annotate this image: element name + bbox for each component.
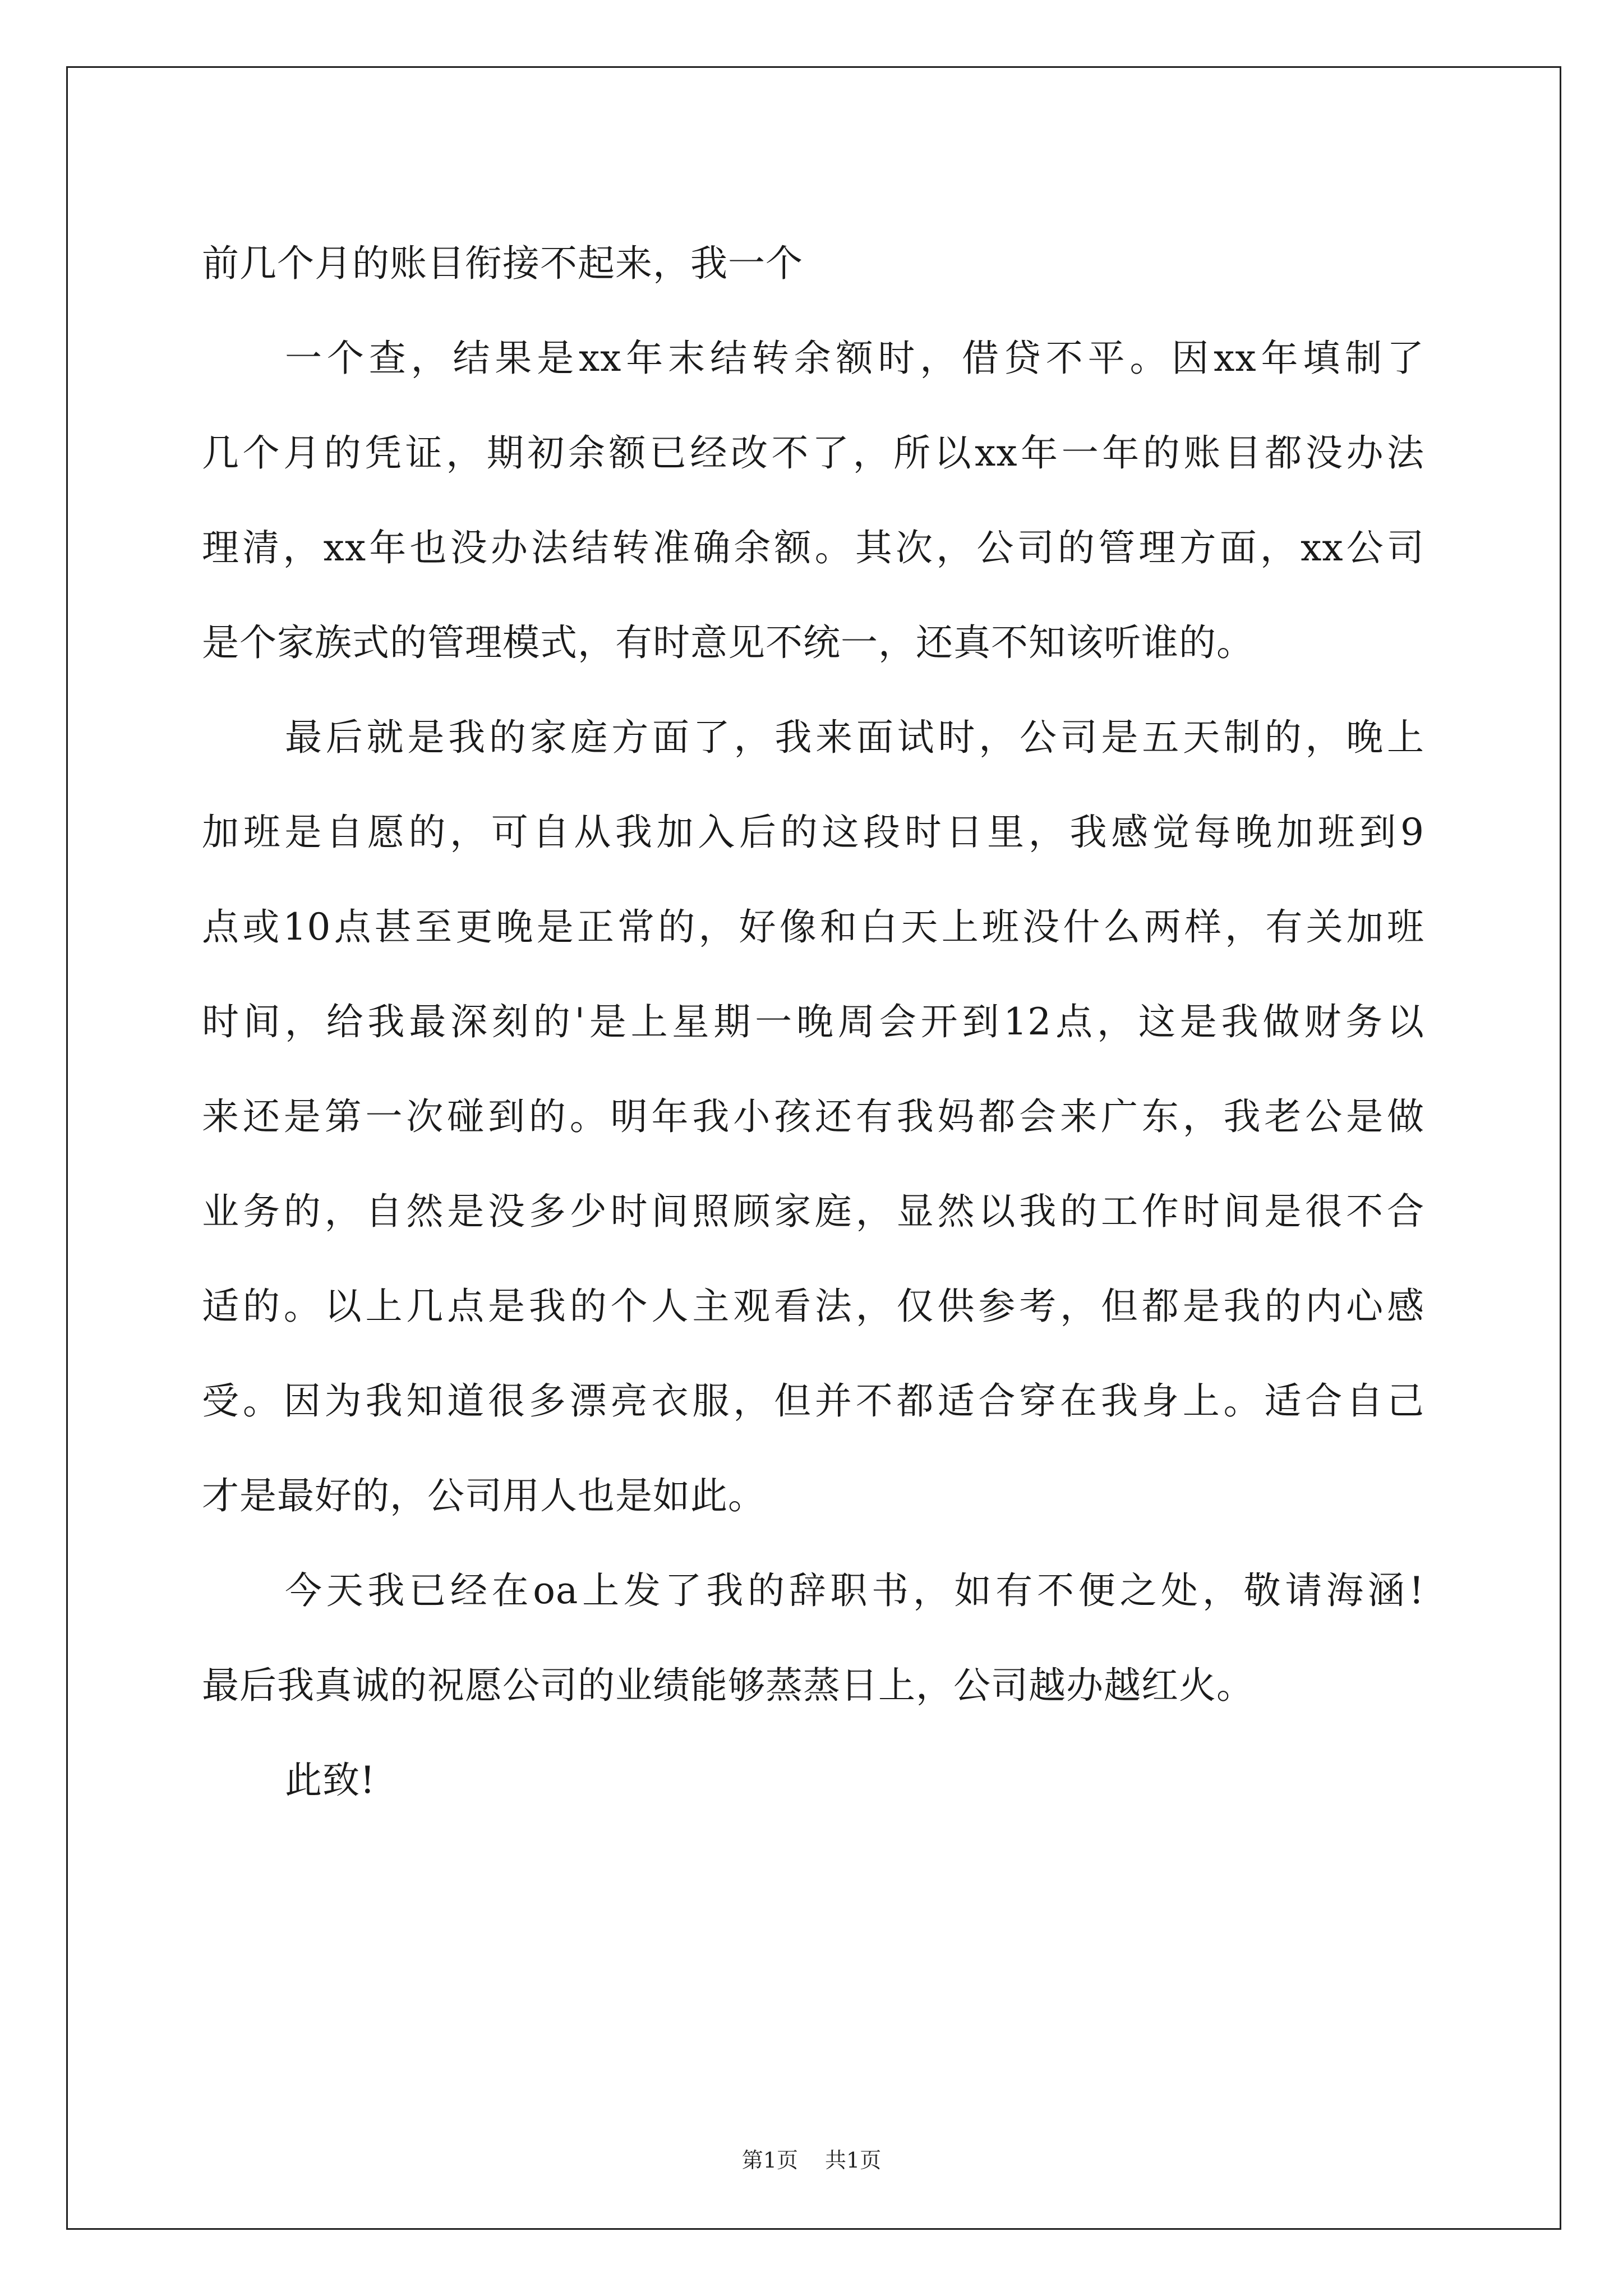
- paragraph-line: 才是最好的，公司用人也是如此。: [202, 1474, 766, 1517]
- page-number: 第1页: [741, 2148, 798, 2173]
- paragraph-line: 时间，给我最深刻的'是上星期一晚周会开到12点，这是我做财务以: [202, 1000, 1424, 1043]
- paragraph-line: 最后就是我的家庭方面了，我来面试时，公司是五天制的，晚上: [285, 716, 1424, 759]
- paragraph-line: 一个查，结果是xx年末结转余额时，借贷不平。因xx年填制了: [285, 337, 1424, 380]
- paragraph-line: 业务的，自然是没多少时间照顾家庭，显然以我的工作时间是很不合: [202, 1190, 1424, 1233]
- paragraph-line: 适的。以上几点是我的个人主观看法，仅供参考，但都是我的内心感: [202, 1285, 1424, 1328]
- paragraph-line: 最后我真诚的祝愿公司的业绩能够蒸蒸日上，公司越办越红火。: [202, 1664, 1254, 1707]
- paragraph-line: 今天我已经在oa上发了我的辞职书，如有不便之处，敬请海涵!: [285, 1569, 1424, 1612]
- paragraph-line: 受。因为我知道很多漂亮衣服，但并不都适合穿在我身上。适合自己: [202, 1379, 1424, 1423]
- paragraph-line: 几个月的凭证，期初余额已经改不了，所以xx年一年的账目都没办法: [202, 431, 1424, 475]
- paragraph-line: 点或10点甚至更晚是正常的，好像和白天上班没什么两样，有关加班: [202, 905, 1424, 949]
- paragraph-line: 来还是第一次碰到的。明年我小孩还有我妈都会来广东，我老公是做: [202, 1095, 1424, 1138]
- paragraph-line: 加班是自愿的，可自从我加入后的这段时日里，我感觉每晚加班到9: [202, 811, 1424, 854]
- paragraph-line: 理清，xx年也没办法结转准确余额。其次，公司的管理方面，xx公司: [202, 526, 1424, 569]
- paragraph-line: 是个家族式的管理模式，有时意见不统一，还真不知该听谁的。: [202, 621, 1254, 664]
- page-footer: [0, 2146, 1623, 2174]
- page-total: 共1页: [825, 2148, 882, 2173]
- paragraph-line: 前几个月的账目衔接不起来，我一个: [202, 242, 803, 285]
- closing-line: 此致!: [285, 1759, 376, 1802]
- document-body: [202, 216, 1424, 1828]
